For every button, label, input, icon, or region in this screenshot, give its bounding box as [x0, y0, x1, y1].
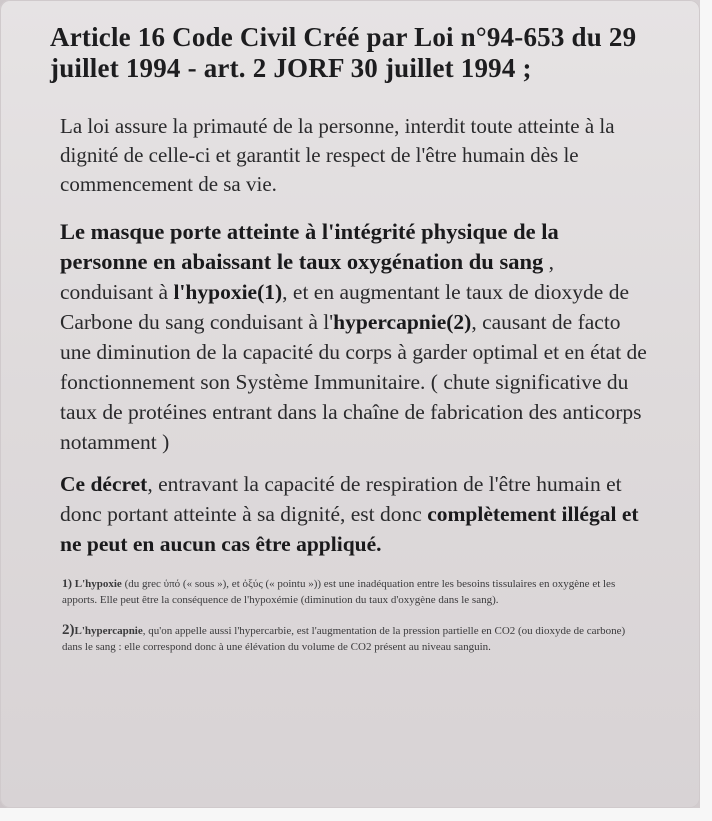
footnote-hypoxie: [62, 575, 642, 608]
mask-paragraph-lead: Le masque porte atteinte à l'intégrité physique de la personne en abaissant le taux oxygénation du sang: [60, 219, 559, 274]
footnote-1-text: (du grec ὑπό (« sous »), et ὀξύς (« pointu »)) est une inadéquation entre les besoins tissulaires en oxygène et les apports. Elle peut être la conséquence de l'hypoxémie (diminution du taux d'oxygène dans le sang).: [62, 578, 616, 606]
frame-edge-bottom: [0, 808, 712, 821]
mask-paragraph-text-2: , et en augmentant le taux de dioxyde de Carbone du sang conduisant à l': [60, 280, 630, 334]
decree-paragraph-conclusion: complètement illégal et ne peut en aucun cas être appliqué.: [60, 502, 639, 556]
intro-paragraph: La loi assure la primauté de la personne, interdit toute atteinte à la dignité de celle-ci et garantit le respect de l'être humain dès le commencement de sa vie.: [60, 114, 615, 196]
article-title: Article 16 Code Civil Créé par Loi n°94-653 du 29 juillet 1994 - art. 2 JORF 30 juillet 1994 ;: [50, 22, 637, 83]
footnote-hypercapnie: [62, 622, 642, 655]
decree-paragraph-text: , entravant la capacité de respiration de l'être humain et donc portant atteinte à sa dignité, est donc: [60, 472, 622, 526]
document-content: [50, 22, 650, 655]
mask-paragraph: [60, 217, 650, 457]
footnote-1-term: L'hypoxie: [74, 578, 122, 590]
mask-paragraph-text-3: , causant de facto une diminution de la capacité du corps à garder optimal et en état de fonctionnement son Système Immunitaire. ( chute significative du taux de protéines entrant dans la chaîne de fabrication des anticorps notamment ): [60, 310, 647, 454]
decree-paragraph-lead: Ce décret: [60, 472, 148, 496]
footnote-2-term: L'hypercapnie: [74, 625, 143, 637]
hypercapnie-term: hypercapnie(2): [333, 310, 472, 334]
hypoxie-term: l'hypoxie(1): [173, 280, 283, 304]
decree-paragraph: [60, 469, 650, 559]
frame-edge-right: [700, 0, 712, 821]
footnote-2-text: , qu'on appelle aussi l'hypercarbie, est l'augmentation de la pression partielle en CO2 (ou dioxyde de carbone) dans le sang : elle correspond donc à une élévation du volume de CO2 présent au niveau sanguin.: [62, 625, 626, 653]
footnote-1-number: 1): [62, 576, 72, 590]
mask-paragraph-text-1: , conduisant à: [60, 250, 554, 304]
footnote-2-number: 2): [62, 622, 75, 638]
